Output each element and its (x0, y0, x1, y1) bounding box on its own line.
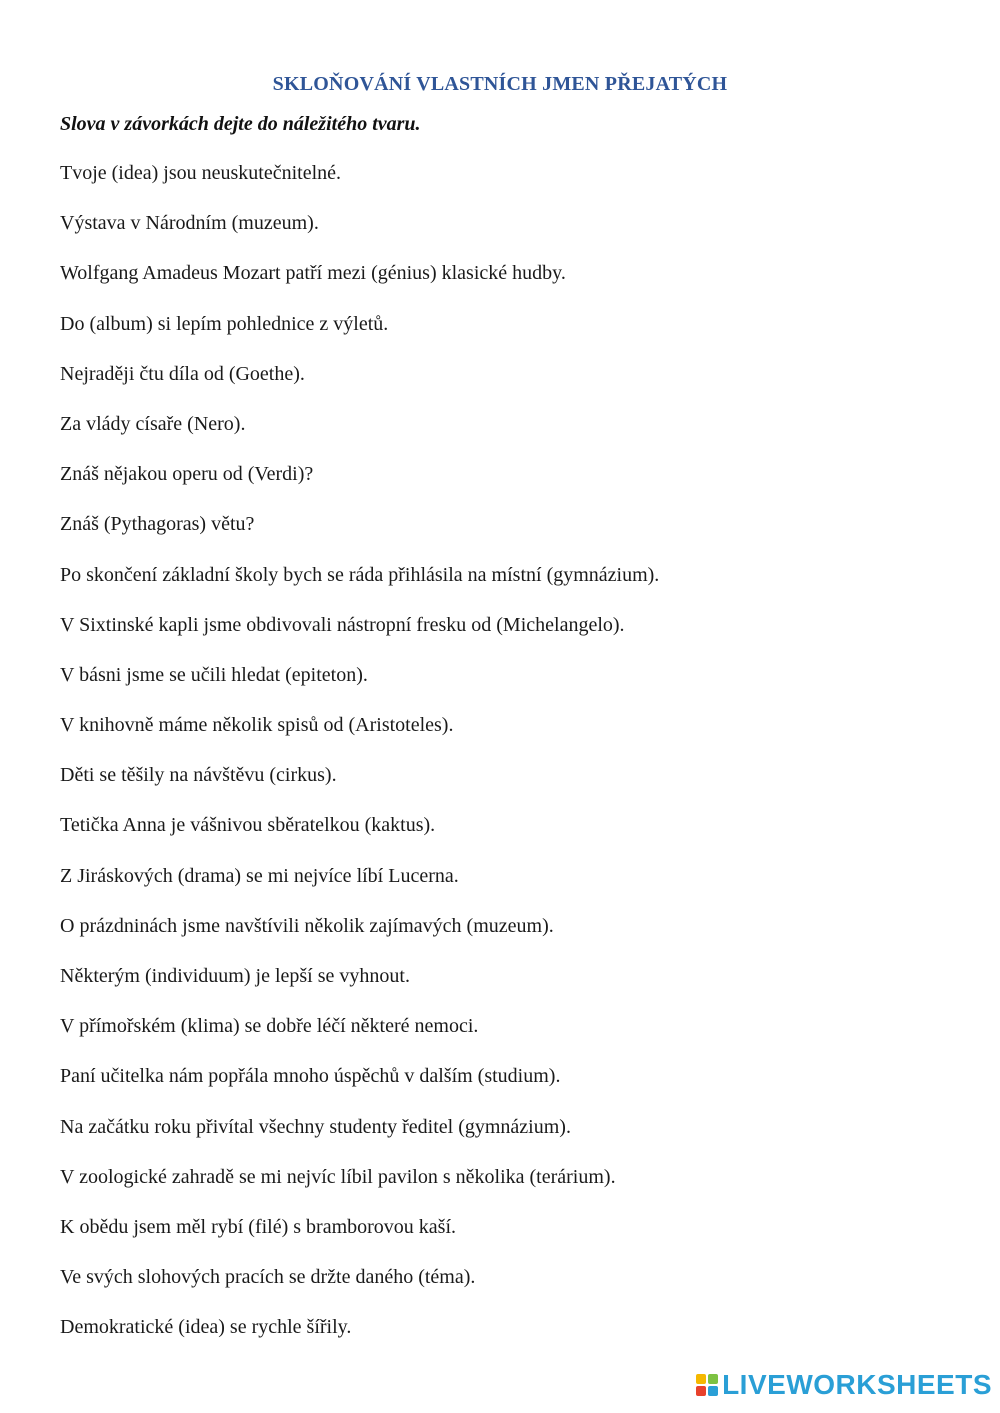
sentence-item: V básni jsme se učili hledat (epiteton). (60, 663, 368, 686)
logo-text: LIVEWORKSHEETS (722, 1369, 992, 1400)
sentence-item: Některým (individuum) je lepší se vyhnout. (60, 965, 410, 987)
sentence-item: Po skončení základní školy bych se ráda přihlásila na místní (gymnázium). (60, 563, 660, 586)
sentence-item: Znáš nějakou operu od (Verdi)? (60, 463, 314, 486)
sentence-item: V přímořském (klima) se dobře léčí některé nemoci. (60, 1015, 479, 1038)
page-title: SKLOŇOVÁNÍ VLASTNÍCH JMEN PŘEJATÝCH (272, 73, 728, 96)
liveworksheets-logo (696, 1365, 992, 1405)
liveworksheets-logo-icon (696, 1374, 718, 1396)
sentence-item: Z Jiráskových (drama) se mi nejvíce líbí Lucerna. (60, 864, 459, 887)
sentence-item: V knihovně máme několik spisů od (Aristoteles). (60, 714, 454, 737)
sentence-item: V Sixtinské kapli jsme obdivovali nástropní fresku od (Michelangelo). (60, 613, 625, 636)
sentence-item: Za vlády císaře (Nero). (60, 412, 246, 435)
sentence-item: Nejraději čtu díla od (Goethe). (60, 362, 305, 385)
sentence-item: Paní učitelka nám popřála mnoho úspěchů v dalším (studium). (60, 1065, 561, 1088)
logo-tile (708, 1374, 718, 1384)
sentence-item: Tvoje (idea) jsou neuskutečnitelné. (60, 162, 342, 184)
sentence-item: Výstava v Národním (muzeum). (60, 212, 319, 235)
logo-tile (696, 1386, 706, 1396)
sentence-item: Ve svých slohových pracích se držte daného (téma). (60, 1266, 476, 1289)
sentence-item: Wolfgang Amadeus Mozart patří mezi (génius) klasické hudby. (60, 262, 566, 285)
logo-tile (708, 1386, 718, 1396)
sentence-item: Znáš (Pythagoras) větu? (60, 513, 255, 536)
sentence-item: Děti se těšily na návštěvu (cirkus). (60, 764, 337, 787)
sentence-item: Na začátku roku přivítal všechny studenty ředitel (gymnázium). (60, 1115, 571, 1138)
sentence-item: Do (album) si lepím pohlednice z výletů. (60, 312, 389, 335)
sentence-item: K obědu jsem měl rybí (filé) s bramborovou kaší. (60, 1215, 457, 1238)
instruction-text: Slova v závorkách dejte do náležitého tvaru. (60, 113, 421, 135)
sentence-item: V zoologické zahradě se mi nejvíc líbil pavilon s několika (terárium). (60, 1165, 616, 1188)
sentence-item: O prázdninách jsme navštívili několik zajímavých (muzeum). (60, 914, 554, 937)
sentence-item: Demokratické (idea) se rychle šířily. (60, 1316, 352, 1339)
sentence-item: Tetička Anna je vášnivou sběratelkou (kaktus). (60, 814, 436, 837)
sentence-list (60, 160, 659, 1365)
logo-tile (696, 1374, 706, 1384)
